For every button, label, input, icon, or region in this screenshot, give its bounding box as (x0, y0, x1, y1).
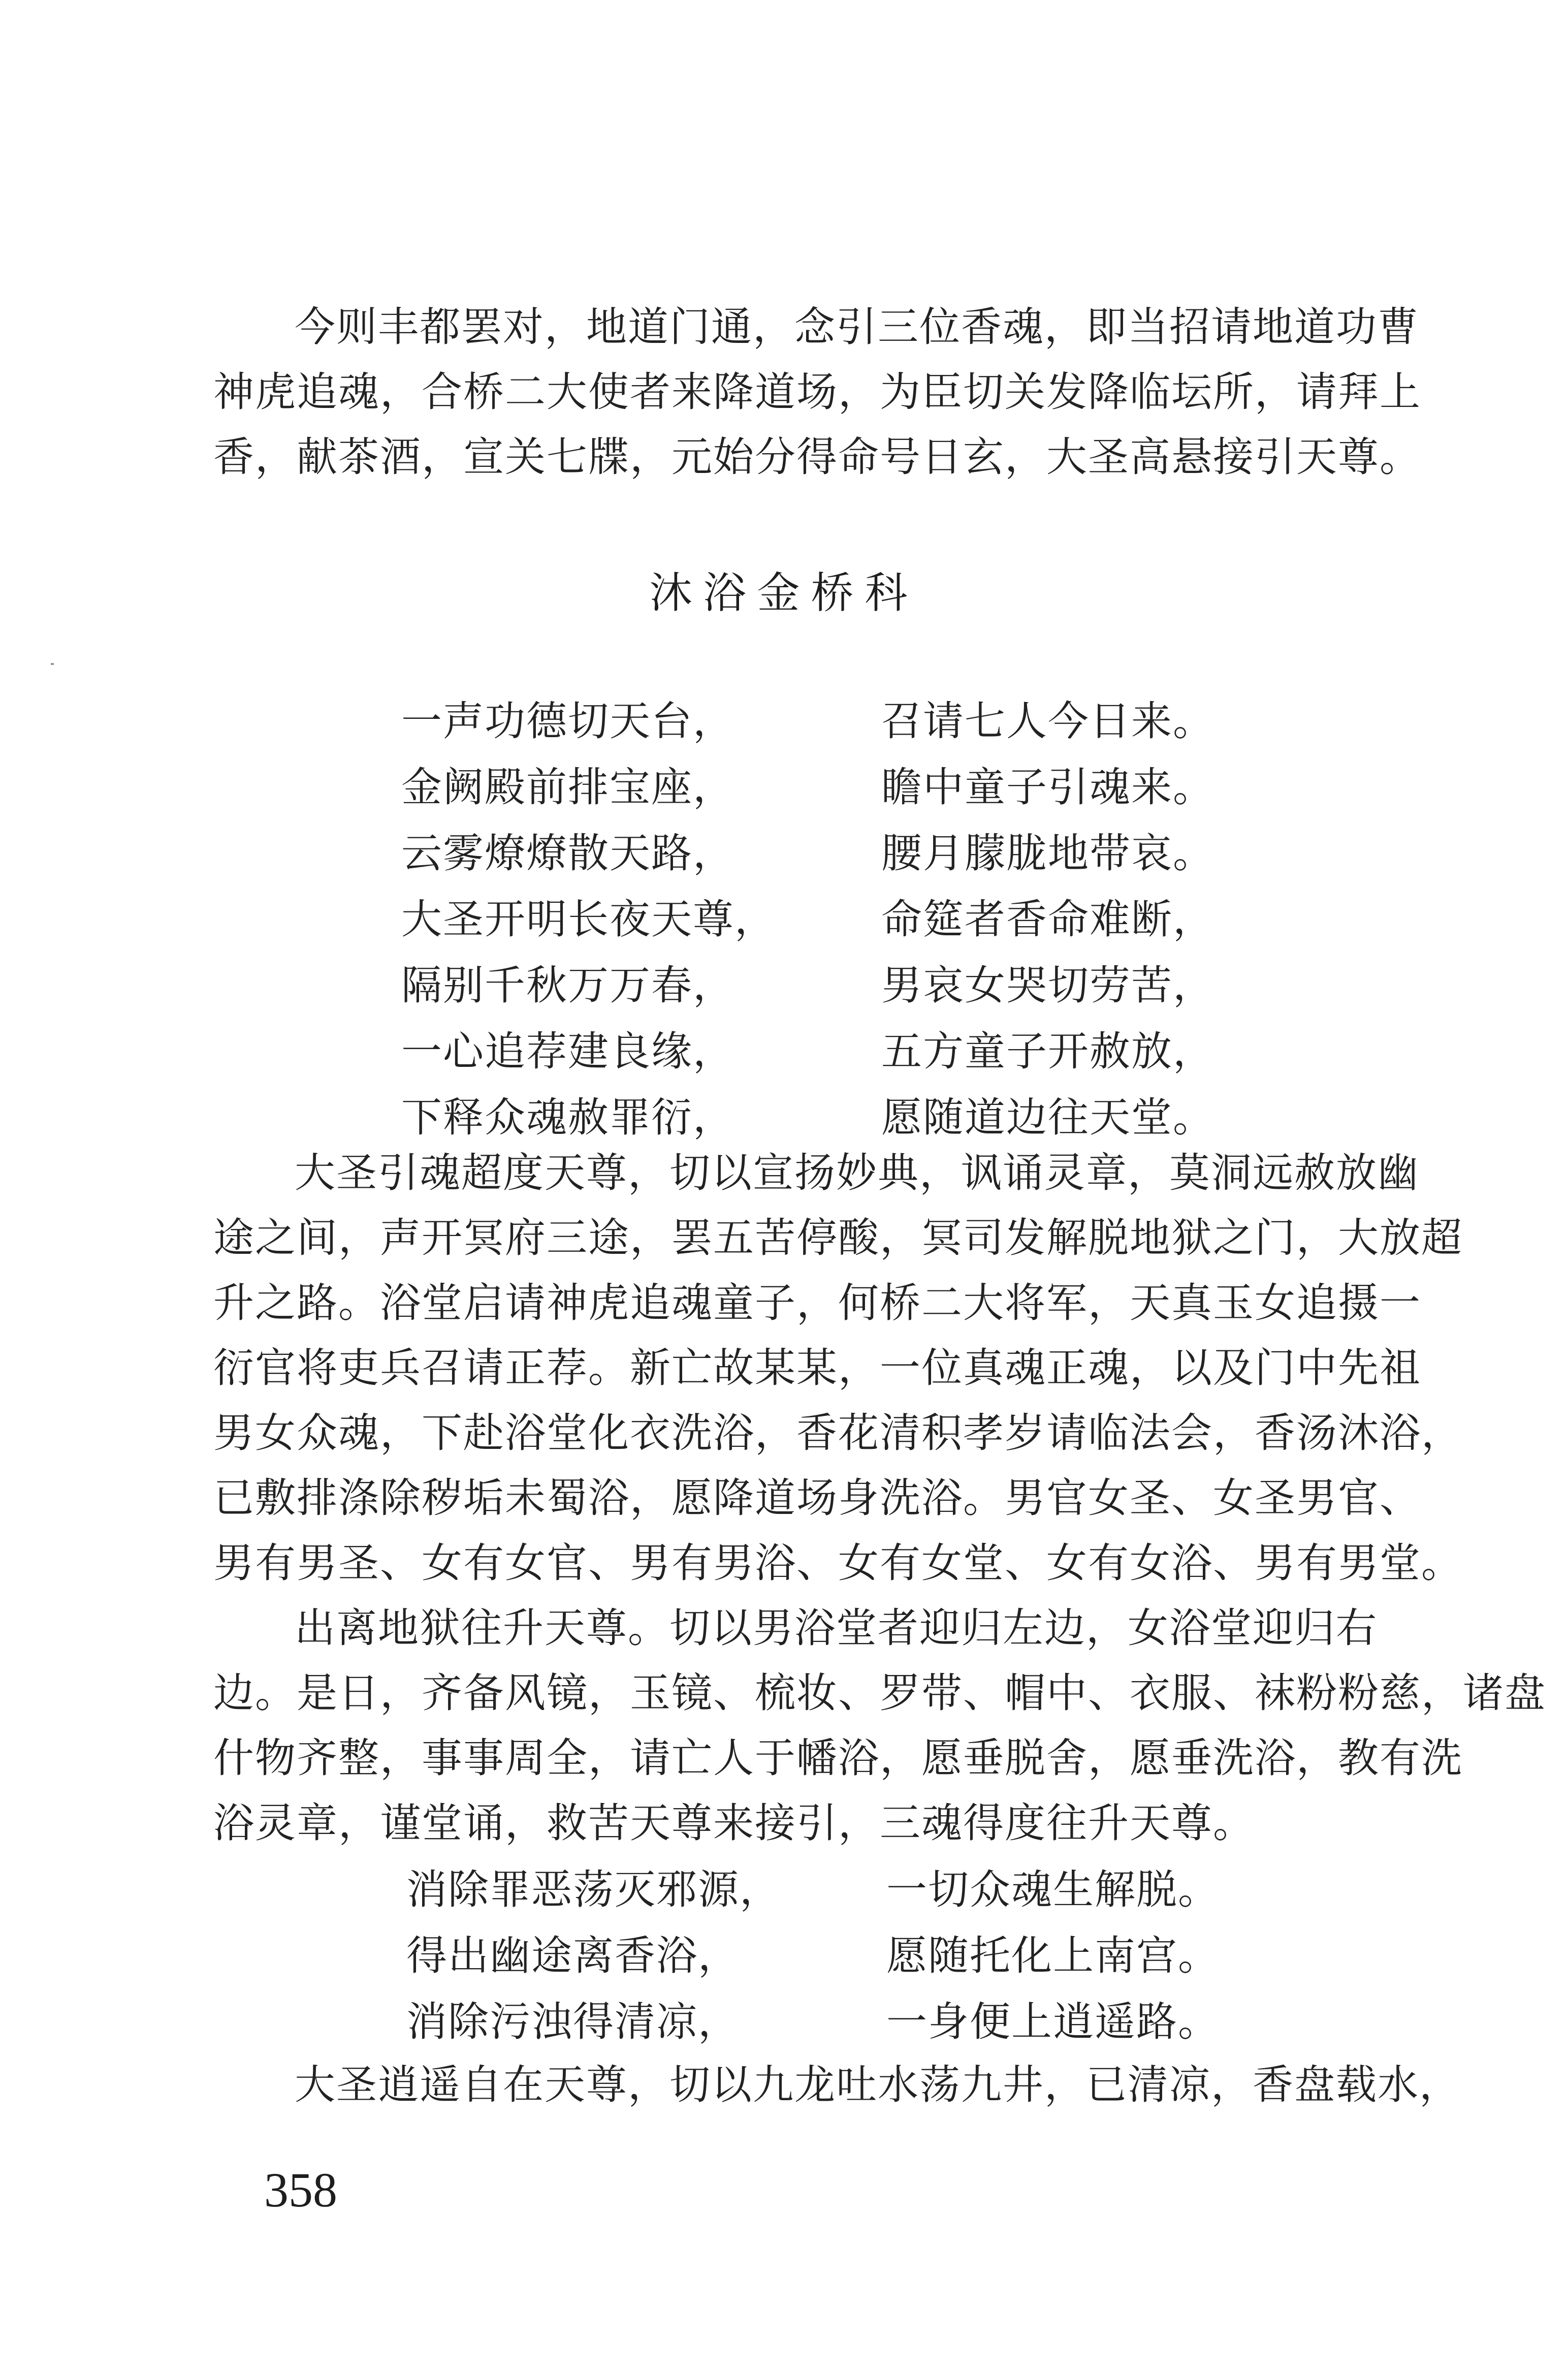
verse-left: 大圣开明长夜天尊， (401, 896, 776, 943)
verse-left: 一心追荐建良缘， (401, 1028, 734, 1075)
paragraph-line: 男女众魂，下赴浴堂化衣洗浴，香花清积孝岁请临法会，香汤沐浴， (213, 1409, 1463, 1457)
paragraph-line: 衍官将吏兵召请正荐。新亡故某某，一位真魂正魂，以及门中先祖 (213, 1344, 1421, 1391)
verse-left: 下释众魂赦罪衍， (401, 1094, 734, 1141)
verse-row (0, 820, 1568, 887)
verse-right: 男哀女哭切劳苦， (881, 962, 1214, 1009)
paragraph-line: 香，献茶酒，宣关七牒，元始分得命号日玄，大圣高悬接引天尊。 (213, 433, 1421, 481)
verse-right: 一切众魂生解脱。 (886, 1866, 1220, 1913)
verse-right: 召请七人今日来。 (881, 698, 1214, 745)
verse-row (0, 1857, 1568, 1923)
verse-left: 消除污浊得清凉， (406, 1998, 740, 2045)
verse-right: 一身便上逍遥路。 (886, 1998, 1220, 2045)
paragraph-line: 大圣逍遥自在天尊，切以九龙吐水荡九井，已清凉，香盘载水， (295, 2061, 1461, 2108)
paragraph-line: 出离地狱往升天尊。切以男浴堂者迎归左边，女浴堂迎归右 (295, 1604, 1378, 1652)
verse-block-1 (0, 688, 1568, 1151)
paragraph-line: 浴灵章，谨堂诵，救苦天尊来接引，三魂得度往升天尊。 (213, 1799, 1255, 1847)
body-paragraph-3 (213, 2052, 1461, 2117)
verse-row (0, 688, 1568, 754)
body-paragraph-2 (213, 1596, 1546, 1856)
verse-right: 瞻中童子引魂来。 (881, 764, 1214, 811)
paragraph-line: 神虎追魂，合桥二大使者来降道场，为臣切关发降临坛所，请拜上 (213, 368, 1421, 416)
paragraph-line: 什物齐整，事事周全，请亡人于幡浴，愿垂脱舍，愿垂洗浴，教有洗 (213, 1734, 1463, 1782)
paragraph-line: 今则丰都罢对，地道门通，念引三位香魂，即当招请地道功曹 (295, 303, 1419, 351)
intro-paragraph (213, 295, 1421, 490)
verse-left: 消除罪恶荡灭邪源， (406, 1866, 781, 1913)
verse-row (0, 953, 1568, 1019)
verse-row (0, 754, 1568, 820)
verse-left: 金阙殿前排宝座， (401, 764, 734, 811)
paragraph-line: 途之间，声开冥府三途，罢五苦停酸，冥司发解脱地狱之门，大放超 (213, 1214, 1463, 1261)
paragraph-line: 大圣引魂超度天尊，切以宣扬妙典，讽诵灵章，莫洞远赦放幽 (295, 1149, 1419, 1196)
verse-right: 愿随托化上南宫。 (886, 1932, 1220, 1979)
verse-left: 一声功德切天台， (401, 698, 734, 745)
verse-row (0, 1989, 1568, 2055)
verse-left: 云雾燎燎散天路， (401, 830, 734, 877)
page-number: 358 (264, 2163, 337, 2217)
verse-row (0, 1923, 1568, 1989)
verse-right: 腰月朦胧地带哀。 (881, 830, 1214, 877)
paragraph-line: 边。是日，齐备风镜，玉镜、梳妆、罗带、帽中、衣服、袜粉粉慈，诸盘 (213, 1669, 1546, 1717)
paragraph-line: 已敷排涤除秽垢未蜀浴，愿降道场身洗浴。男官女圣、女圣男官、 (213, 1474, 1421, 1522)
margin-speck (51, 663, 54, 665)
paragraph-line: 男有男圣、女有女官、男有男浴、女有女堂、女有女浴、男有男堂。 (213, 1539, 1463, 1587)
verse-left: 得出幽途离香浴， (406, 1932, 740, 1979)
verse-block-2 (0, 1857, 1568, 2055)
verse-left: 隔别千秋万万春， (401, 962, 734, 1009)
verse-right: 愿随道边往天堂。 (881, 1094, 1214, 1141)
paragraph-line: 升之路。浴堂启请神虎追魂童子，何桥二大将军，天真玉女追摄一 (213, 1279, 1421, 1326)
section-title: 沐浴金桥科 (649, 568, 919, 618)
verse-row (0, 1019, 1568, 1085)
verse-right: 命筵者香命难断， (881, 896, 1214, 943)
verse-row (0, 887, 1568, 953)
body-paragraph-1 (213, 1141, 1463, 1596)
verse-right: 五方童子开赦放， (881, 1028, 1214, 1075)
